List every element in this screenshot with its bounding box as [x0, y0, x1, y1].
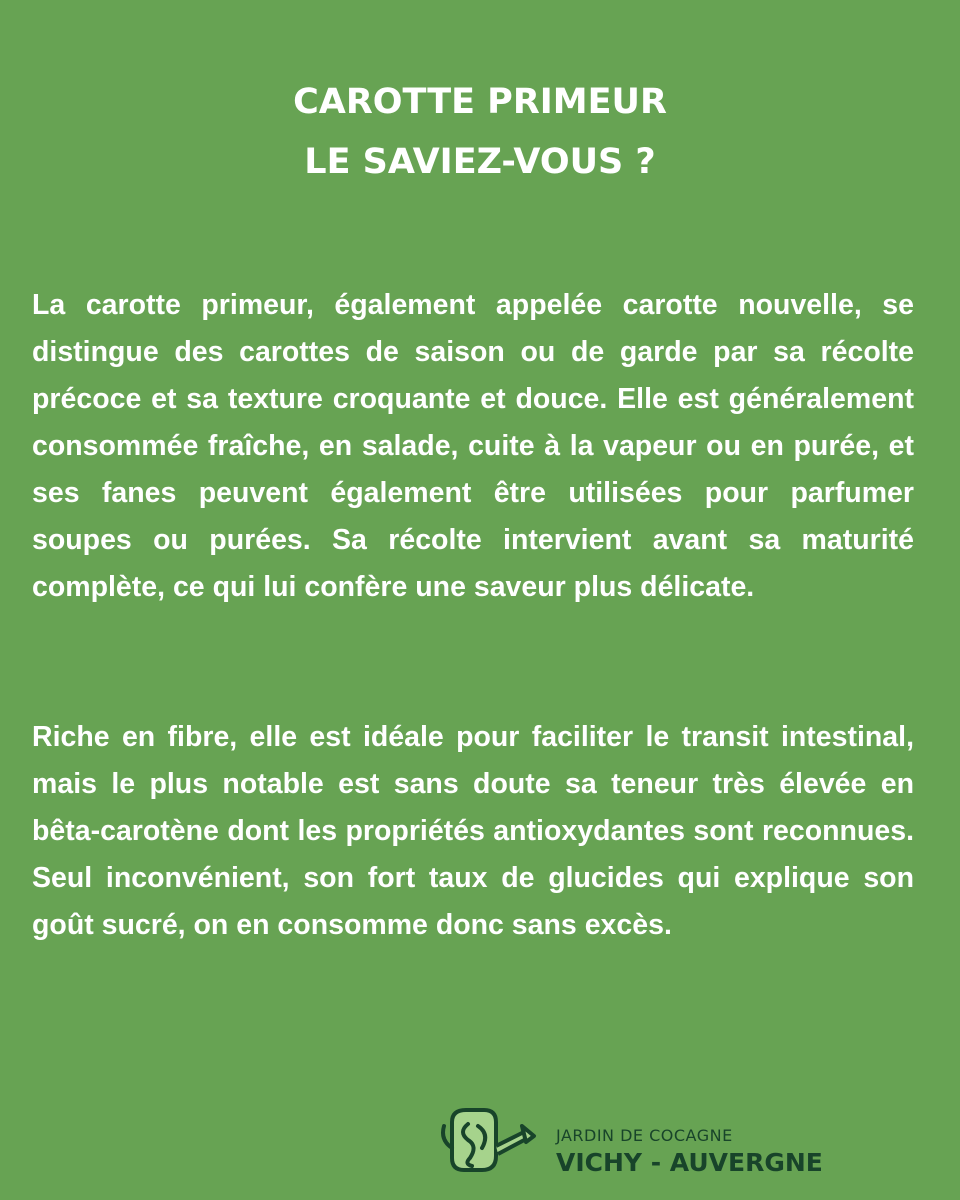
logo-text-top: JARDIN DE COCAGNE — [556, 1126, 733, 1145]
watering-can-icon — [438, 1104, 550, 1178]
title-line-1: CAROTTE PRIMEUR — [293, 82, 667, 122]
brand-logo — [438, 1104, 878, 1184]
paragraph-intro: La carotte primeur, également appelée carotte nouvelle, se distingue des carottes de saison ou de garde par sa récolte précoce et sa texture croquante et douce. Elle est généralement consommée fraîche, en salade, cuite à la vapeur ou en purée, et ses fanes peuvent également être utilisées pour parfumer soupes ou purées. Sa récolte intervient avant sa maturité complète, ce qui lui confère une saveur plus délicate. — [32, 289, 914, 603]
page-title — [0, 72, 960, 192]
title-line-2: LE SAVIEZ-VOUS ? — [304, 142, 656, 182]
paragraph-nutrition: Riche en fibre, elle est idéale pour faciliter le transit intestinal, mais le plus notable est sans doute sa teneur très élevée en bêta-carotène dont les propriétés antioxydantes sont reconnues. Seul inconvénient, son fort taux de glucides qui explique son goût sucré, on en consomme donc sans excès. — [32, 721, 914, 941]
logo-text-bottom: VICHY - AUVERGNE — [556, 1148, 823, 1177]
